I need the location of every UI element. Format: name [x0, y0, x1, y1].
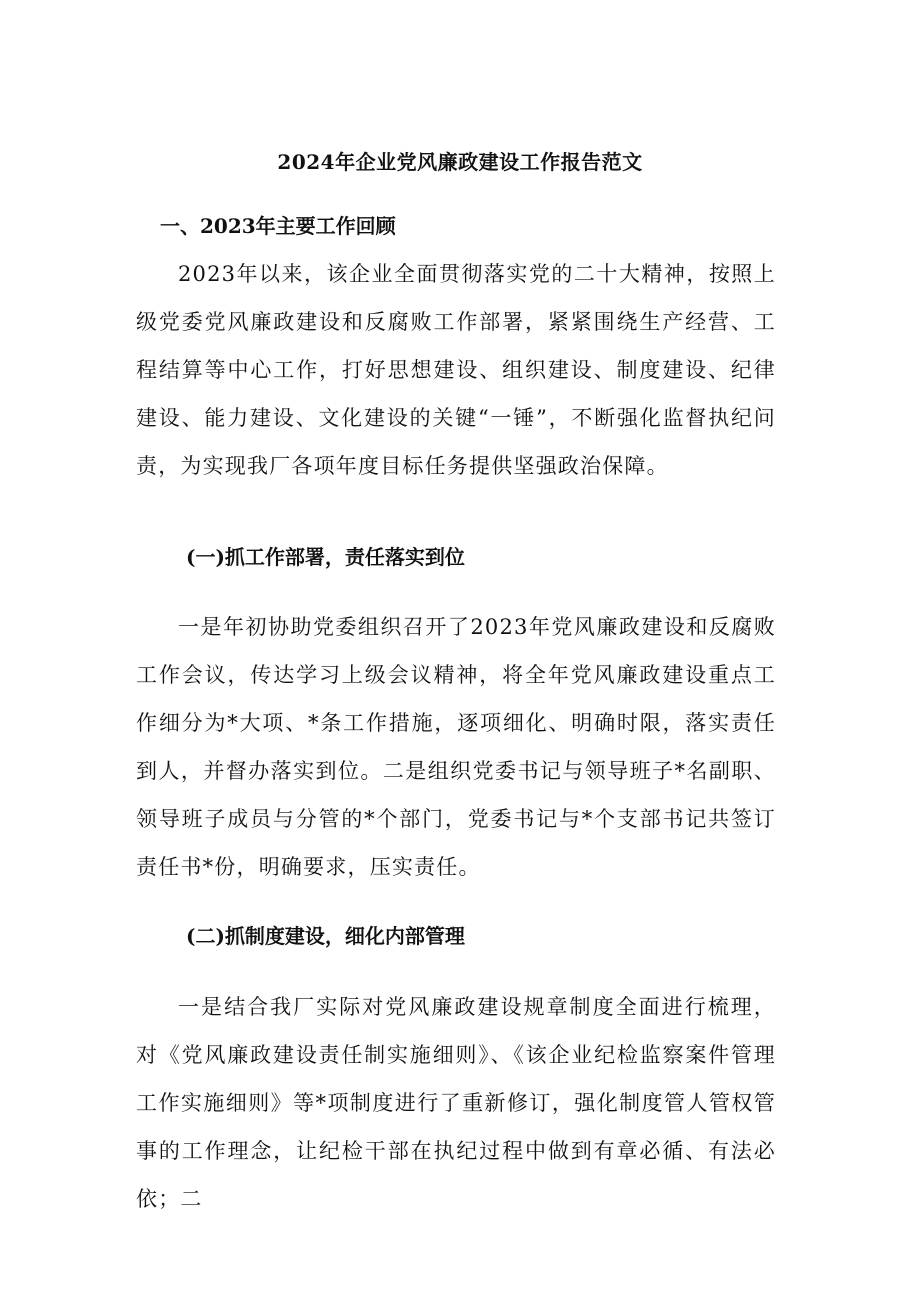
subsection-heading-1: (一)抓工作部署，责任落实到位: [186, 545, 465, 569]
section-heading: 一、2023年主要工作回顾: [160, 214, 396, 238]
document-title: 2024年企业党风廉政建设工作报告范文: [277, 150, 643, 174]
subsection-paragraph-1: 一是年初协助党委组织召开了2023年党风廉政建设和反腐败工作会议，传达学习上级会议精神，将全年党风廉政建设重点工作细分为*大项、*条工作措施，逐项细化、明确时限，落实责任到人，并督办落实到位。二是组织党委书记与领导班子*名副职、领导班子成员与分管的*个部门，党委书记与*个支部书记共签订责任书*份，明确要求，压实责任。: [136, 615, 776, 879]
intro-paragraph: 2023年以来，该企业全面贯彻落实党的二十大精神，按照上级党委党风廉政建设和反腐败工作部署，紧紧围绕生产经营、工程结算等中心工作，打好思想建设、组织建设、制度建设、纪律建设、能力建设、文化建设的关键“一锤”，不断强化监督执纪问责，为实现我厂各项年度目标任务提供坚强政治保障。: [136, 262, 776, 478]
subsection-paragraph-2: 一是结合我厂实际对党风廉政建设规章制度全面进行梳理，对《党风廉政建设责任制实施细则》、《该企业纪检监察案件管理工作实施细则》等*项制度进行了重新修订，强化制度管人管权管事的工作理念，让纪检干部在执纪过程中做到有章必循、有法必依；二: [136, 995, 776, 1211]
subsection-heading-2: (二)抓制度建设，细化内部管理: [186, 924, 465, 948]
